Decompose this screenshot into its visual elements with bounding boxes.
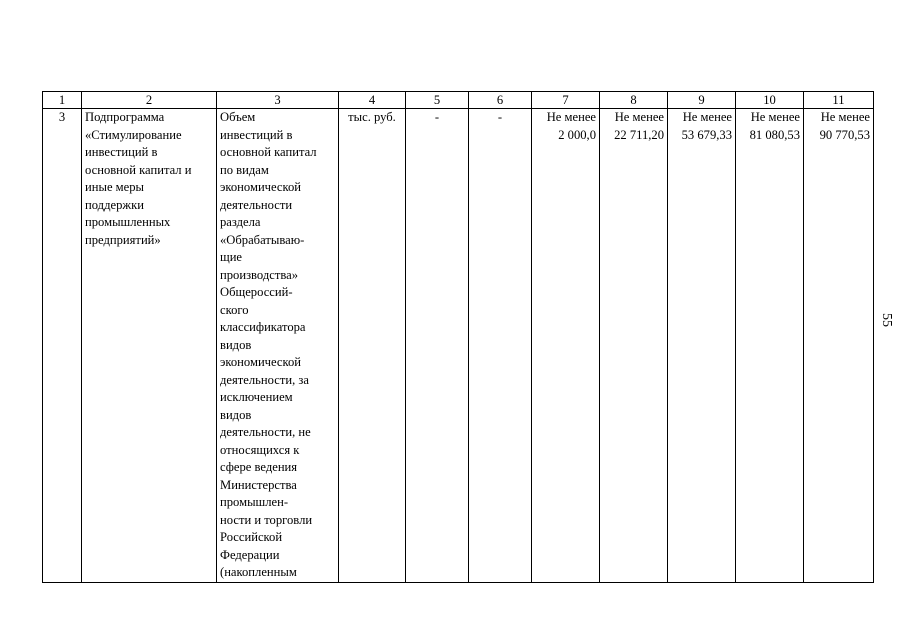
column-number-header: 4 [339,92,406,109]
text-line: (накопленным [220,565,297,579]
text-line: по видам [220,162,269,177]
column-number-header: 3 [217,92,339,109]
text-line: деятельности [220,197,293,212]
value-prefix: Не менее [820,110,870,124]
value-number: 2 000,0 [558,127,596,142]
text-line: Общероссий- [220,285,293,299]
base-value-cell: - [406,109,469,583]
column-number-header: 10 [736,92,804,109]
indicators-table [42,91,874,583]
text-line: производства» [220,267,299,282]
text-line: деятельности, не [220,425,311,439]
column-number-header: 9 [668,92,736,109]
column-number-header: 1 [43,92,82,109]
table-row [43,109,874,583]
text-line: промышлен- [220,495,289,509]
text-line: экономической [220,180,302,194]
value-number: 81 080,53 [749,127,800,142]
target-value-cell [600,109,668,583]
text-line: инвестиций в [220,127,293,142]
text-line: поддержки [85,197,144,212]
text-line: щие [220,250,243,264]
text-line: классификатора [220,320,306,334]
page-number: 55 [879,313,894,327]
indicator-name-cell [217,109,339,583]
value-prefix: Не менее [614,110,664,124]
text-line: сфере ведения [220,460,298,474]
text-line: раздела [220,215,261,229]
text-line: «Стимулирование [85,127,182,142]
text-line: ности и торговли [220,512,313,527]
value-number: 53 679,33 [681,127,732,142]
text-line: Министерства [220,477,297,492]
unit-cell: тыс. руб. [339,109,406,583]
column-number-header: 5 [406,92,469,109]
text-line: основной капитал и [85,162,192,177]
target-value-cell [668,109,736,583]
column-number-header: 8 [600,92,668,109]
text-line: Подпрограмма [85,110,165,124]
value-prefix: Не менее [682,110,732,124]
column-number-header: 2 [82,92,217,109]
text-line: основной капитал [220,145,317,159]
value-prefix: Не менее [546,110,596,124]
text-line: предприятий» [85,232,161,247]
target-value-cell [532,109,600,583]
text-line: инвестиций в [85,145,158,159]
text-line: иные меры [85,180,144,194]
text-line: экономической [220,355,302,369]
text-line: видов [220,337,252,352]
text-line: видов [220,407,252,422]
text-line: деятельности, за [220,372,309,387]
row-number-cell: 3 [43,109,82,583]
text-line: исключением [220,390,293,404]
column-number-header: 6 [469,92,532,109]
text-line: Федерации [220,547,280,562]
value-prefix: Не менее [750,110,800,124]
column-number-header: 11 [804,92,874,109]
value-number: 90 770,53 [819,127,870,142]
base-value-cell: - [469,109,532,583]
program-name-cell [82,109,217,583]
text-line: Объем [220,110,256,124]
target-value-cell [736,109,804,583]
table-header-row [43,92,874,109]
target-value-cell [804,109,874,583]
text-line: относящихся к [220,442,300,457]
column-number-header: 7 [532,92,600,109]
text-line: промышленных [85,215,171,229]
text-line: «Обрабатываю- [220,232,305,247]
text-line: Российской [220,530,283,544]
value-number: 22 711,20 [614,127,664,142]
text-line: ского [220,302,249,317]
